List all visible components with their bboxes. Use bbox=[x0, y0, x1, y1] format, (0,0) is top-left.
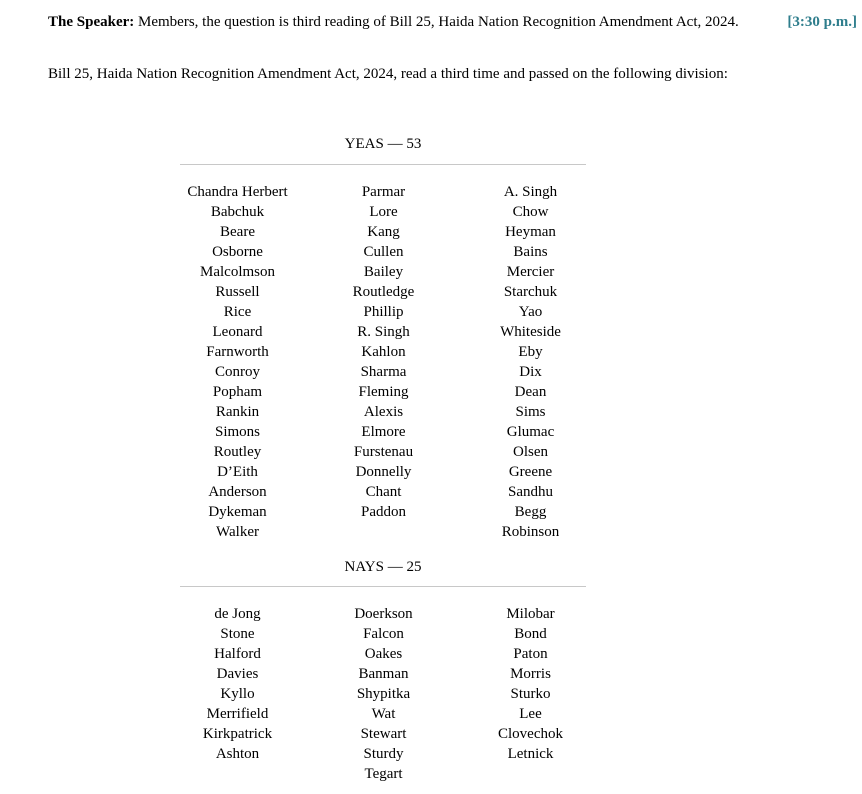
member-name: Heyman bbox=[505, 224, 556, 240]
member-name: Malcolmson bbox=[200, 264, 275, 280]
member-name: Leonard bbox=[212, 324, 263, 340]
member-name: Sturdy bbox=[363, 746, 404, 762]
nays-heading: NAYS — 25 bbox=[344, 559, 422, 575]
nays-divider bbox=[180, 586, 586, 587]
member-name: Walker bbox=[216, 524, 259, 540]
member-name: Kirkpatrick bbox=[202, 726, 273, 742]
yeas-column-3 bbox=[457, 182, 604, 542]
member-name: Banman bbox=[358, 666, 409, 682]
member-name: Kyllo bbox=[220, 686, 255, 702]
member-name: Popham bbox=[212, 384, 263, 400]
member-name: Sharma bbox=[360, 364, 407, 380]
member-name: Begg bbox=[514, 504, 547, 520]
member-name: Sandhu bbox=[508, 484, 553, 500]
member-name: Shypitka bbox=[356, 686, 411, 702]
member-name: Doerkson bbox=[354, 606, 413, 622]
member-name: Yao bbox=[518, 304, 543, 320]
nays-column-3 bbox=[457, 604, 604, 784]
member-name: Sims bbox=[515, 404, 546, 420]
member-name: Clovechok bbox=[498, 726, 563, 742]
yeas-column-1 bbox=[165, 182, 310, 542]
yeas-heading: YEAS — 53 bbox=[344, 136, 422, 152]
member-name: Merrifield bbox=[206, 706, 269, 722]
member-name: Stewart bbox=[360, 726, 407, 742]
member-name: Lee bbox=[519, 706, 542, 722]
member-name: Beare bbox=[220, 224, 255, 240]
member-name: Osborne bbox=[212, 244, 263, 260]
member-name: Bond bbox=[514, 626, 547, 642]
member-name: Dean bbox=[514, 384, 547, 400]
member-name: Greene bbox=[508, 464, 553, 480]
member-name: Rice bbox=[223, 304, 252, 320]
member-name: Donnelly bbox=[355, 464, 412, 480]
member-name: Whiteside bbox=[500, 324, 561, 340]
member-name: Chow bbox=[512, 204, 549, 220]
timestamp-link[interactable]: [3:30 p.m.] bbox=[787, 14, 857, 30]
member-name: Letnick bbox=[507, 746, 554, 762]
member-name: Kang bbox=[367, 224, 400, 240]
nays-column-1 bbox=[165, 604, 310, 784]
member-name: R. Singh bbox=[357, 324, 410, 340]
member-name: Farnworth bbox=[206, 344, 269, 360]
member-name: Halford bbox=[214, 646, 261, 662]
speaker-statement: Members, the question is third reading of Bill 25, Haida Nation Recognition Amendment Act, 2024. bbox=[134, 14, 739, 30]
member-name: Davies bbox=[216, 666, 259, 682]
yeas-name-list bbox=[165, 182, 605, 542]
member-name: Alexis bbox=[363, 404, 404, 420]
member-name: Morris bbox=[510, 666, 551, 682]
speaker-name: The Speaker: bbox=[48, 14, 135, 30]
member-name: Simons bbox=[214, 424, 260, 440]
member-name: de Jong bbox=[214, 606, 261, 622]
member-name: Routledge bbox=[352, 284, 415, 300]
member-name: Wat bbox=[371, 706, 396, 722]
member-name: Paddon bbox=[361, 504, 406, 520]
yeas-divider bbox=[180, 164, 586, 165]
member-name: Tegart bbox=[364, 766, 403, 782]
member-name: Kahlon bbox=[361, 344, 406, 360]
member-name: Russell bbox=[215, 284, 260, 300]
division-result-paragraph: Bill 25, Haida Nation Recognition Amendment Act, 2024, read a third time and passed on the following division: bbox=[48, 66, 728, 82]
member-name: Chant bbox=[365, 484, 402, 500]
member-name: Stone bbox=[220, 626, 255, 642]
member-name: Routley bbox=[213, 444, 262, 460]
member-name: Elmore bbox=[361, 424, 406, 440]
member-name: Mercier bbox=[506, 264, 555, 280]
member-name: Cullen bbox=[363, 244, 404, 260]
member-name: Robinson bbox=[501, 524, 560, 540]
member-name: Fleming bbox=[358, 384, 409, 400]
member-name: Dykeman bbox=[208, 504, 267, 520]
member-name: Glumac bbox=[506, 424, 555, 440]
member-name: Babchuk bbox=[210, 204, 265, 220]
yeas-column-2 bbox=[310, 182, 457, 542]
member-name: Eby bbox=[518, 344, 543, 360]
speaker-paragraph bbox=[16, 13, 776, 32]
member-name: Starchuk bbox=[503, 284, 558, 300]
member-name: Ashton bbox=[215, 746, 260, 762]
member-name: Phillip bbox=[363, 304, 404, 320]
member-name: Furstenau bbox=[353, 444, 414, 460]
member-name: Rankin bbox=[215, 404, 260, 420]
member-name: Olsen bbox=[513, 444, 548, 460]
member-name: Dix bbox=[519, 364, 542, 380]
member-name: Oakes bbox=[364, 646, 403, 662]
nays-name-list bbox=[165, 604, 605, 784]
member-name: Bailey bbox=[363, 264, 404, 280]
member-name: Anderson bbox=[208, 484, 267, 500]
member-name: Lore bbox=[369, 204, 398, 220]
member-name: Falcon bbox=[363, 626, 404, 642]
nays-column-2 bbox=[310, 604, 457, 784]
member-name: D’Eith bbox=[217, 464, 258, 480]
member-name: Chandra Herbert bbox=[187, 184, 288, 200]
member-name: A. Singh bbox=[503, 184, 558, 200]
member-name: Sturko bbox=[510, 686, 551, 702]
member-name: Milobar bbox=[506, 606, 555, 622]
member-name: Paton bbox=[513, 646, 548, 662]
member-name: Parmar bbox=[361, 184, 406, 200]
member-name: Conroy bbox=[215, 364, 260, 380]
member-name: Bains bbox=[513, 244, 548, 260]
